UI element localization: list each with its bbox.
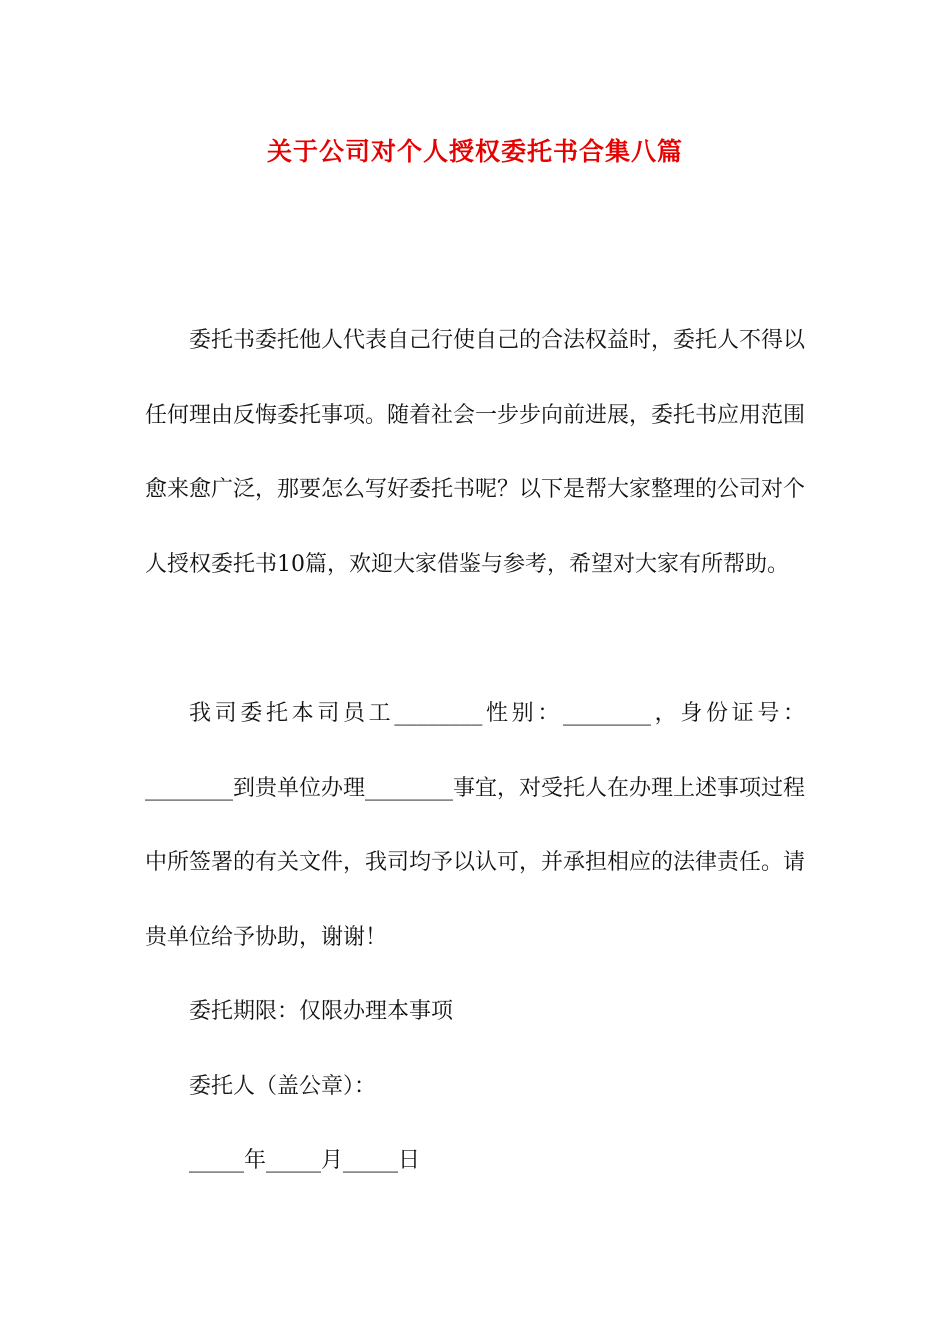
term-line: 委托期限：仅限办理本事项 [189, 999, 454, 1024]
term-block [145, 975, 805, 1050]
date-line: _____年_____月_____日 [189, 1148, 421, 1173]
signer-block [145, 1050, 805, 1125]
intro-block [145, 304, 805, 602]
document-title: 关于公司对个人授权委托书合集八篇 [266, 137, 683, 166]
intro-paragraph: 委托书委托他人代表自己行使自己的合法权益时，委托人不得以任何理由反悔委托事项。随着社会一步步向前进展，委托书应用范围愈来愈广泛，那要怎么写好委托书呢？以下是帮大家整理的公司对个人授权委托书10篇，欢迎大家借鉴与参考，希望对大家有所帮助。 [145, 328, 806, 577]
signer-line: 委托人（盖公章）： [189, 1074, 377, 1099]
date-block [145, 1124, 805, 1199]
letter-block [145, 677, 805, 975]
letter-body-paragraph: 我司委托本司员工________性别：________，身份证号：________到贵单位办理________事宜，对受托人在办理上述事项过程中所签署的有关文件，我司均予以认可，并承担相应的法律责任。请贵单位给予协助，谢谢！ [145, 701, 806, 950]
